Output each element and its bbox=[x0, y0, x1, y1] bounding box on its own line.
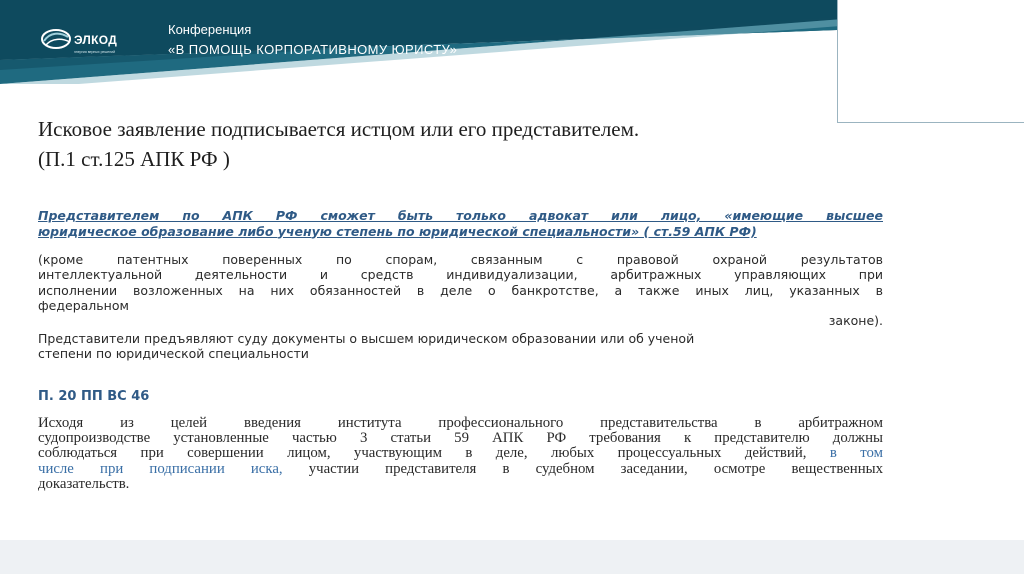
heading-line-1: Исковое заявление подписывается истцом или его представителем. bbox=[38, 117, 640, 141]
documents-line-1: Представители предъявляют суду документы о высшем юридическом образовании или об ученой bbox=[38, 331, 695, 346]
heading-line-2: (П.1 ст.125 АПК РФ ) bbox=[38, 147, 230, 171]
exceptions-line-5: законе). bbox=[828, 313, 883, 329]
resolution-line-3 bbox=[38, 446, 883, 461]
definition-line-1: Представителем по АПК РФ сможет быть только адвокат или лицо, «имеющие высшее bbox=[38, 208, 883, 223]
logo-wave-icon bbox=[40, 24, 74, 54]
logo-subtext: энергия верных решений bbox=[74, 50, 116, 54]
exceptions-line-1: (кроме патентных поверенных по спорам, связанным с правовой охраной результатов bbox=[38, 252, 883, 267]
documents-paragraph bbox=[38, 331, 883, 362]
exceptions-line-4: федеральном bbox=[38, 297, 129, 313]
footer-band bbox=[0, 540, 1024, 574]
resolution-line-3-text: соблюдаться при совершении лицом, участвующим в деле, любых процессуальных действий, bbox=[38, 445, 807, 462]
resolution-line-1: Исходя из целей введения института профессионального представительства в арбитражном bbox=[38, 415, 883, 431]
resolution-line-4 bbox=[38, 462, 883, 477]
resolution-line-2: судопроизводстве установленные частью 3 статьи 59 АПК РФ требования к представителю должны bbox=[38, 430, 883, 447]
exceptions-line-3: исполнении возложенных на них обязанностей в деле о банкротстве, а также иных лиц, указанных в bbox=[38, 282, 883, 298]
slide-heading bbox=[38, 114, 828, 174]
resolution-line-4-text: участии представителя в судебном заседании, осмотре вещественных bbox=[282, 460, 883, 477]
documents-line-2: степени по юридической специальности bbox=[38, 346, 309, 362]
corner-panel bbox=[837, 0, 1024, 123]
conference-title bbox=[168, 20, 457, 60]
representative-definition bbox=[38, 208, 883, 239]
conference-label: Конференция bbox=[168, 22, 252, 37]
exceptions-paragraph bbox=[38, 252, 883, 328]
logo-text: ЭЛКОД bbox=[74, 33, 118, 47]
resolution-paragraph bbox=[38, 416, 883, 492]
definition-line-2: юридическое образование либо ученую степень по юридической специальности» ( ст.59 АПК РФ) bbox=[38, 223, 757, 239]
resolution-highlight-start: в том bbox=[806, 445, 883, 462]
resolution-line-5: доказательств. bbox=[38, 475, 130, 492]
resolution-subheading: П. 20 ПП ВС 46 bbox=[38, 389, 150, 404]
elkod-logo bbox=[40, 24, 136, 64]
conference-name: «В ПОМОЩЬ КОРПОРАТИВНОМУ ЮРИСТУ» bbox=[168, 42, 458, 57]
resolution-highlight-end: числе при подписании иска, bbox=[38, 460, 283, 477]
exceptions-line-2: интеллектуальной деятельности и средств индивидуализации, арбитражных управляющих при bbox=[38, 267, 883, 283]
